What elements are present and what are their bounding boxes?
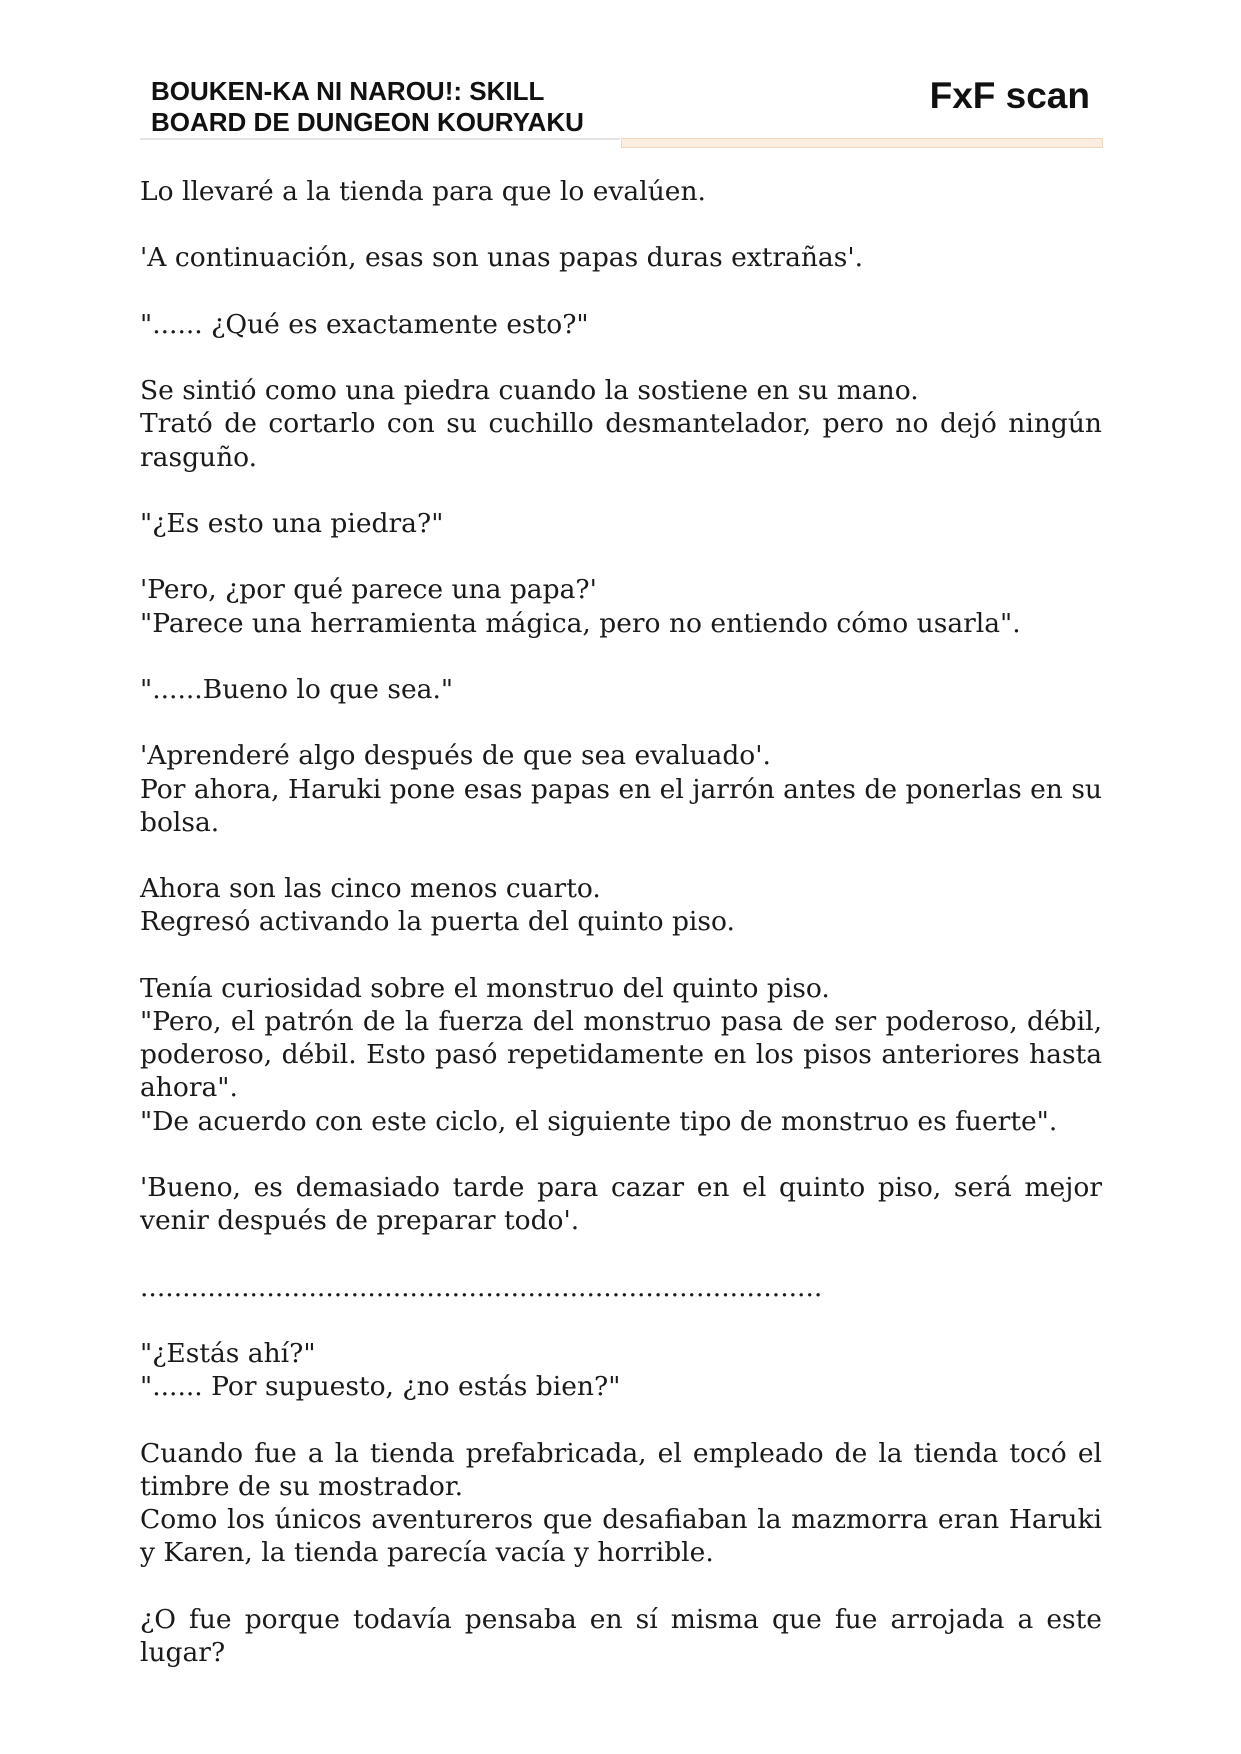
paragraph-line: 'A continuación, esas son unas papas duras extrañas'.	[140, 242, 864, 274]
paragraph	[140, 1337, 1102, 1403]
paragraph	[140, 175, 1102, 208]
paragraph-line: "Pero, el patrón de la fuerza del monstruo pasa de ser poderoso, débil, poderoso, débil. Esto pasó repetidamente en los pisos anteriores hasta ahora".	[140, 1005, 1102, 1104]
paragraph	[140, 1171, 1102, 1237]
paragraph	[140, 972, 1102, 1138]
paragraph-line: Ahora son las cinco menos cuarto.	[140, 873, 601, 905]
paragraph-line: "...... ¿Qué es exactamente esto?"	[140, 308, 589, 340]
paragraph	[140, 308, 1102, 341]
paragraph	[140, 1271, 1102, 1304]
series-title-line-2: BOARD DE DUNGEON KOURYAKU	[151, 107, 584, 137]
paragraph-line: "De acuerdo con este ciclo, el siguiente tipo de monstruo es fuerte".	[140, 1105, 1058, 1137]
document-body	[140, 175, 1102, 1669]
paragraph-line: Como los únicos aventureros que desafiaban la mazmorra eran Haruki y Karen, la tienda parecía vacía y horrible.	[140, 1503, 1102, 1569]
paragraph	[140, 1437, 1102, 1570]
paragraph-line: Se sintió como una piedra cuando la sostiene en su mano.	[140, 375, 919, 407]
scan-group-name: FxF scan	[929, 75, 1090, 116]
paragraph-line: Por ahora, Haruki pone esas papas en el jarrón antes de ponerlas en su bolsa.	[140, 773, 1102, 838]
paragraph	[140, 673, 1102, 706]
paragraph	[140, 872, 1102, 938]
header-accent-bar	[621, 138, 1103, 148]
paragraph-line: ¿O fue porque todavía pensaba en sí misma que fue arrojada a este lugar?	[140, 1603, 1102, 1668]
paragraph	[140, 241, 1102, 274]
page-header	[140, 74, 1104, 154]
paragraph-line: 'Aprenderé algo después de que sea evaluado'.	[140, 740, 771, 772]
paragraph-line: 'Bueno, es demasiado tarde para cazar en el quinto piso, será mejor venir después de preparar todo'.	[140, 1171, 1102, 1237]
paragraph-line: "......Bueno lo que sea."	[140, 673, 454, 705]
paragraph-line: "Parece una herramienta mágica, pero no entiendo cómo usarla".	[140, 607, 1021, 639]
paragraph-line: Regresó activando la puerta del quinto piso.	[140, 906, 735, 938]
paragraph-line: "...... Por supuesto, ¿no estás bien?"	[140, 1371, 621, 1403]
paragraph	[140, 374, 1102, 474]
paragraph-line: Trató de cortarlo con su cuchillo desmantelador, pero no dejó ningún rasguño.	[140, 408, 1102, 473]
header-divider-line	[140, 138, 620, 140]
paragraph-line: 'Pero, ¿por qué parece una papa?'	[140, 574, 597, 606]
paragraph	[140, 1603, 1102, 1669]
paragraph	[140, 573, 1102, 639]
paragraph-line: Cuando fue a la tienda prefabricada, el empleado de la tienda tocó el timbre de su mostrador.	[140, 1437, 1102, 1502]
paragraph-line: .................................................................................	[140, 1271, 823, 1303]
series-title	[151, 76, 671, 138]
paragraph-line: Lo llevaré a la tienda para que lo evalúen.	[140, 176, 706, 207]
series-title-line-1: BOUKEN-KA NI NAROU!: SKILL	[151, 76, 545, 106]
paragraph-line: Tenía curiosidad sobre el monstruo del quinto piso.	[140, 972, 830, 1004]
paragraph	[140, 507, 1102, 540]
paragraph	[140, 739, 1102, 839]
paragraph-line: "¿Es esto una piedra?"	[140, 507, 444, 539]
paragraph-line: "¿Estás ahí?"	[140, 1337, 316, 1369]
